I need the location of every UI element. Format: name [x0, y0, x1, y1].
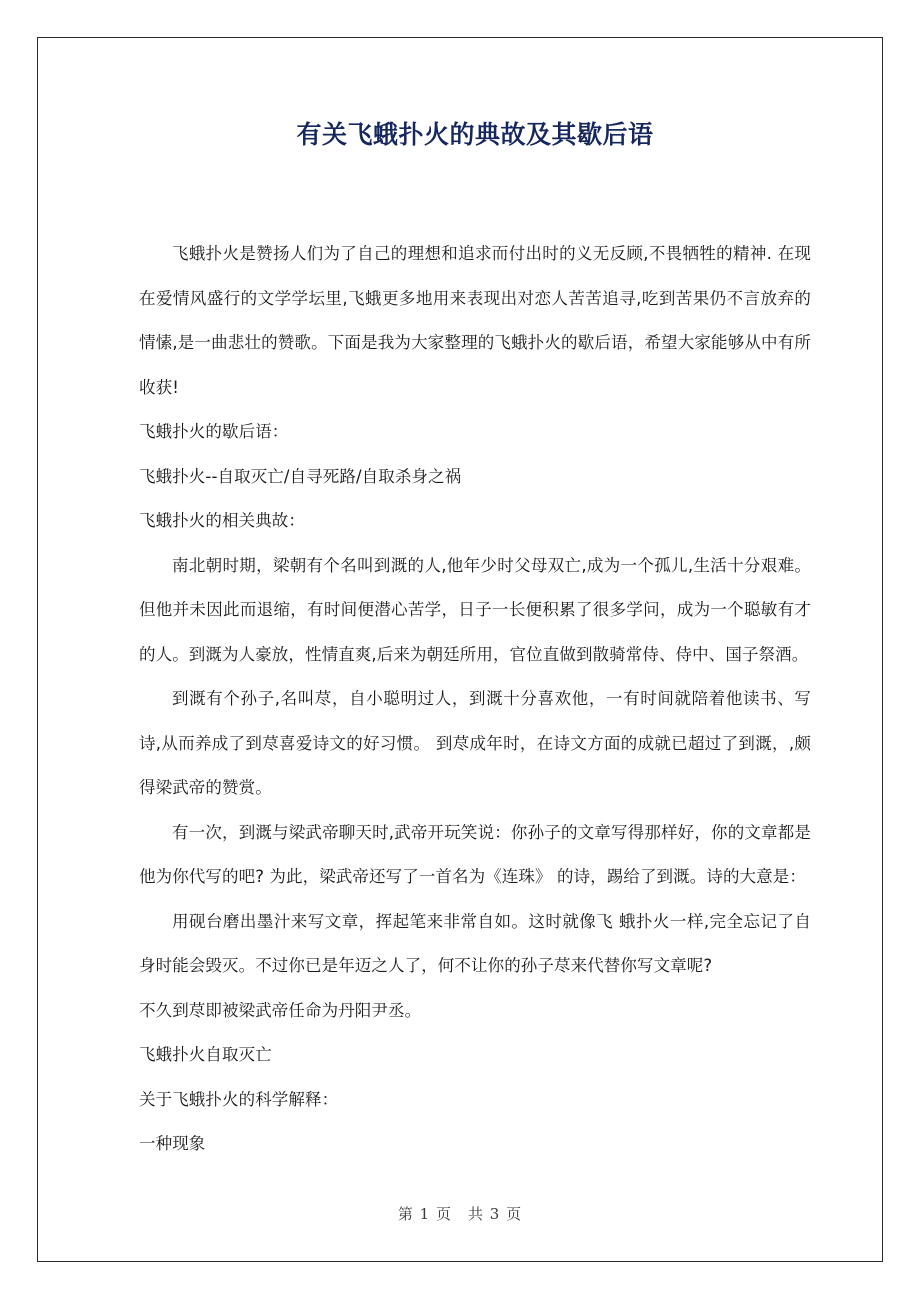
footer-page-indicator: 第 1 页 共 3 页 — [397, 1205, 523, 1223]
heading-science: 关于飞蛾扑火的科学解释： — [139, 1089, 339, 1109]
document-body — [139, 232, 811, 1167]
paragraph-diangu-2: 到溉有个孙子,名叫荩，自小聪明过人，到溉十分喜欢他，一有时间就陪着他读书、写诗,从而养成了到荩喜爱诗文的好习惯。 到荩成年时，在诗文方面的成就已超过了到溉，,颇得梁武帝的赞赏。 — [139, 689, 811, 797]
paragraph-diangu-3: 有一次，到溉与梁武帝聊天时,武帝开玩笑说：你孙子的文章写得那样好，你的文章都是他为你代写的吧? 为此，梁武帝还写了一首名为《连珠》 的诗，踢给了到溉。诗的大意是： — [139, 822, 811, 886]
heading-xiehouyu: 飞蛾扑火的歇后语： — [139, 422, 289, 441]
page-footer — [0, 1203, 920, 1225]
paragraph-diangu-4: 用砚台磨出墨汁来写文章，挥起笔来非常自如。这时就像飞 蛾扑火一样,完全忘记了自身时能会毁灭。不过你已是年迈之人了，何不让你的孙子荩来代替你写文章呢? — [139, 911, 811, 975]
xiehouyu-entry: 飞蛾扑火--自取灭亡/自寻死路/自取杀身之祸 — [139, 466, 462, 486]
paragraph-science-1: 一种现象 — [139, 1134, 206, 1153]
paragraph-diangu-1: 南北朝时期，梁朝有个名叫到溉的人,他年少时父母双亡,成为一个孤儿,生活十分艰难。但他并未因此而退缩，有时间便潜心苦学，日子一长便积累了很多学问，成为一个聪敏有才的人。到溉为人豪放，性情直爽,后来为朝廷所用，官位直做到散骑常侍、侍中、国子祭酒。 — [139, 555, 811, 664]
paragraph-diangu-5: 不久到荩即被梁武帝任命为丹阳尹丞。 — [139, 1000, 422, 1020]
page-title: 有关飞蛾扑火的典故及其歇后语 — [296, 120, 654, 149]
heading-diangu: 飞蛾扑火的相关典故： — [139, 511, 305, 530]
proverb-line: 飞蛾扑火自取灭亡 — [139, 1045, 272, 1064]
paragraph-intro: 飞蛾扑火是赞扬人们为了自己的理想和追求而付出时的义无反顾,不畏牺牲的精神. 在现在爱情风盛行的文学学坛里,飞蛾更多地用来表现出对恋人苦苦追寻,吃到苦果仍不言放弃的情愫,是一曲悲壮的赞歌。下面是我为大家整理的飞蛾扑火的歇后语，希望大家能够从中有所收获! — [139, 244, 811, 397]
